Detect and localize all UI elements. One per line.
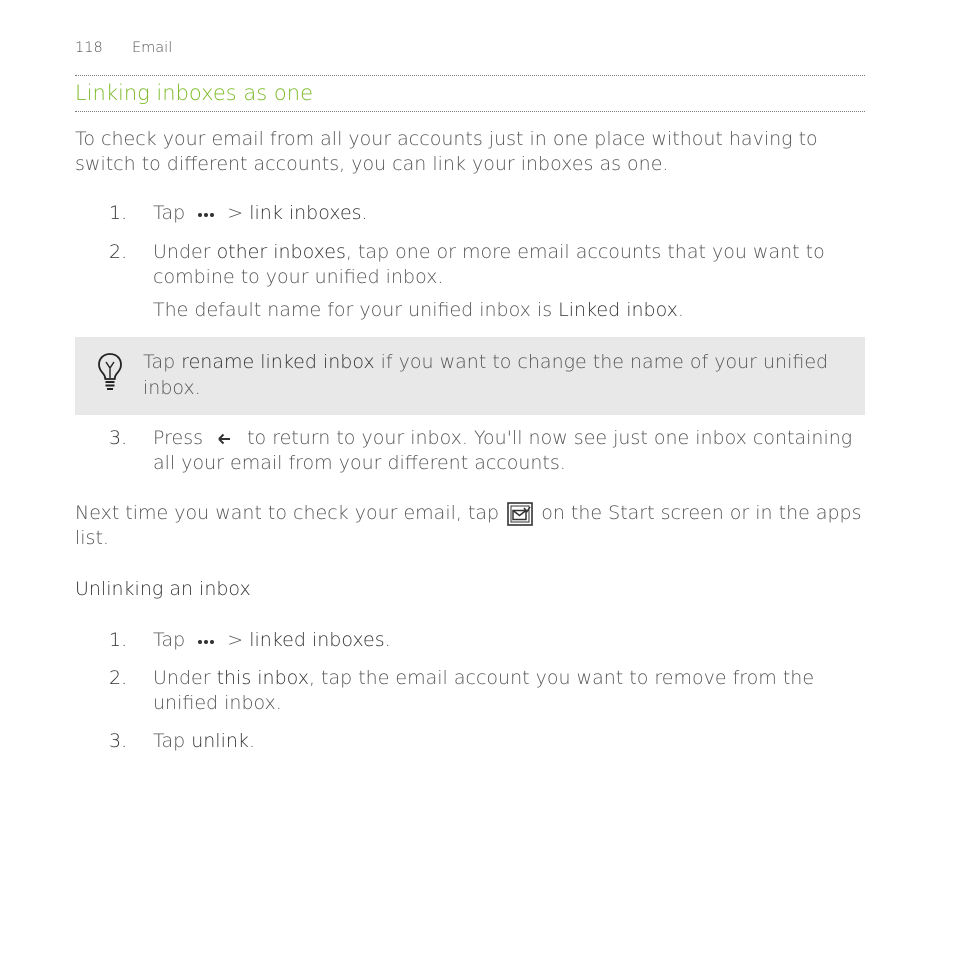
step-number: 1. <box>109 629 128 651</box>
default-name-note <box>153 298 865 323</box>
step-text <box>153 240 868 290</box>
ui-term-link-inboxes: link inboxes <box>249 202 362 224</box>
step-text-post: , tap one or more email accounts that you want to combine to your unified inbox. <box>153 241 825 288</box>
step-text <box>153 201 868 226</box>
paragraph-text-pre: Next time you want to check your email, tap <box>75 502 500 524</box>
page-number: 118 <box>75 40 103 56</box>
step-number: 2. <box>109 241 128 263</box>
step-text <box>153 666 868 716</box>
section-title: Linking inboxes as one <box>75 81 313 105</box>
ui-term-unlink: unlink <box>191 730 249 752</box>
step-text <box>153 426 868 476</box>
step-text-mid: > <box>221 629 250 651</box>
step-text-mid: > <box>221 202 250 224</box>
tip-box <box>75 337 865 415</box>
note-text-post: . <box>677 299 684 321</box>
step-text-post: to return to your inbox. You'll now see just one inbox containing all your email from your different accounts. <box>153 427 853 474</box>
more-dots-icon <box>191 635 221 647</box>
more-dots-icon <box>191 208 221 220</box>
next-time-paragraph <box>75 501 865 551</box>
step-text-pre: Tap <box>153 629 186 651</box>
step-text <box>153 729 868 754</box>
ui-term-linked-inbox: Linked inbox <box>558 299 678 321</box>
step-text-pre: Under <box>153 241 217 263</box>
step-text-post: . <box>248 730 255 752</box>
ui-term-linked-inboxes: linked inboxes <box>249 629 385 651</box>
tip-text-post: if you want to change the name of your unified inbox. <box>143 351 829 399</box>
step-text-pre: Press <box>153 427 204 449</box>
tip-text <box>143 349 853 401</box>
paragraph-text-post: on the Start screen or in the apps list. <box>75 502 862 549</box>
step-text-pre: Tap <box>153 202 186 224</box>
divider-top <box>75 75 865 76</box>
step-number: 3. <box>109 427 128 449</box>
step-number: 3. <box>109 730 128 752</box>
step-number: 1. <box>109 202 128 224</box>
ui-term-rename-linked-inbox: rename linked inbox <box>181 351 375 373</box>
email-app-icon <box>507 502 533 526</box>
step-text-pre: Tap <box>153 730 192 752</box>
ui-term-other-inboxes: other inboxes <box>216 241 346 263</box>
chapter-name: Email <box>132 40 173 56</box>
note-text-pre: The default name for your unified inbox is <box>153 299 559 321</box>
step-text-pre: Under <box>153 667 217 689</box>
step-text <box>153 628 868 653</box>
step-text-post: , tap the email account you want to remove from the unified inbox. <box>153 667 815 714</box>
intro-paragraph: To check your email from all your accounts just in one place without having to switch to different accounts, you can link your inboxes as one. <box>75 128 818 175</box>
step-number: 2. <box>109 667 128 689</box>
page-header <box>75 40 172 56</box>
back-arrow-icon <box>209 432 241 446</box>
lightbulb-icon <box>94 351 126 391</box>
step-text-post: . <box>361 202 368 224</box>
ui-term-this-inbox: this inbox <box>216 667 309 689</box>
divider-bottom <box>75 111 865 112</box>
step-text-post: . <box>384 629 391 651</box>
tip-text-pre: Tap <box>143 351 182 373</box>
subsection-title: Unlinking an inbox <box>75 578 251 600</box>
